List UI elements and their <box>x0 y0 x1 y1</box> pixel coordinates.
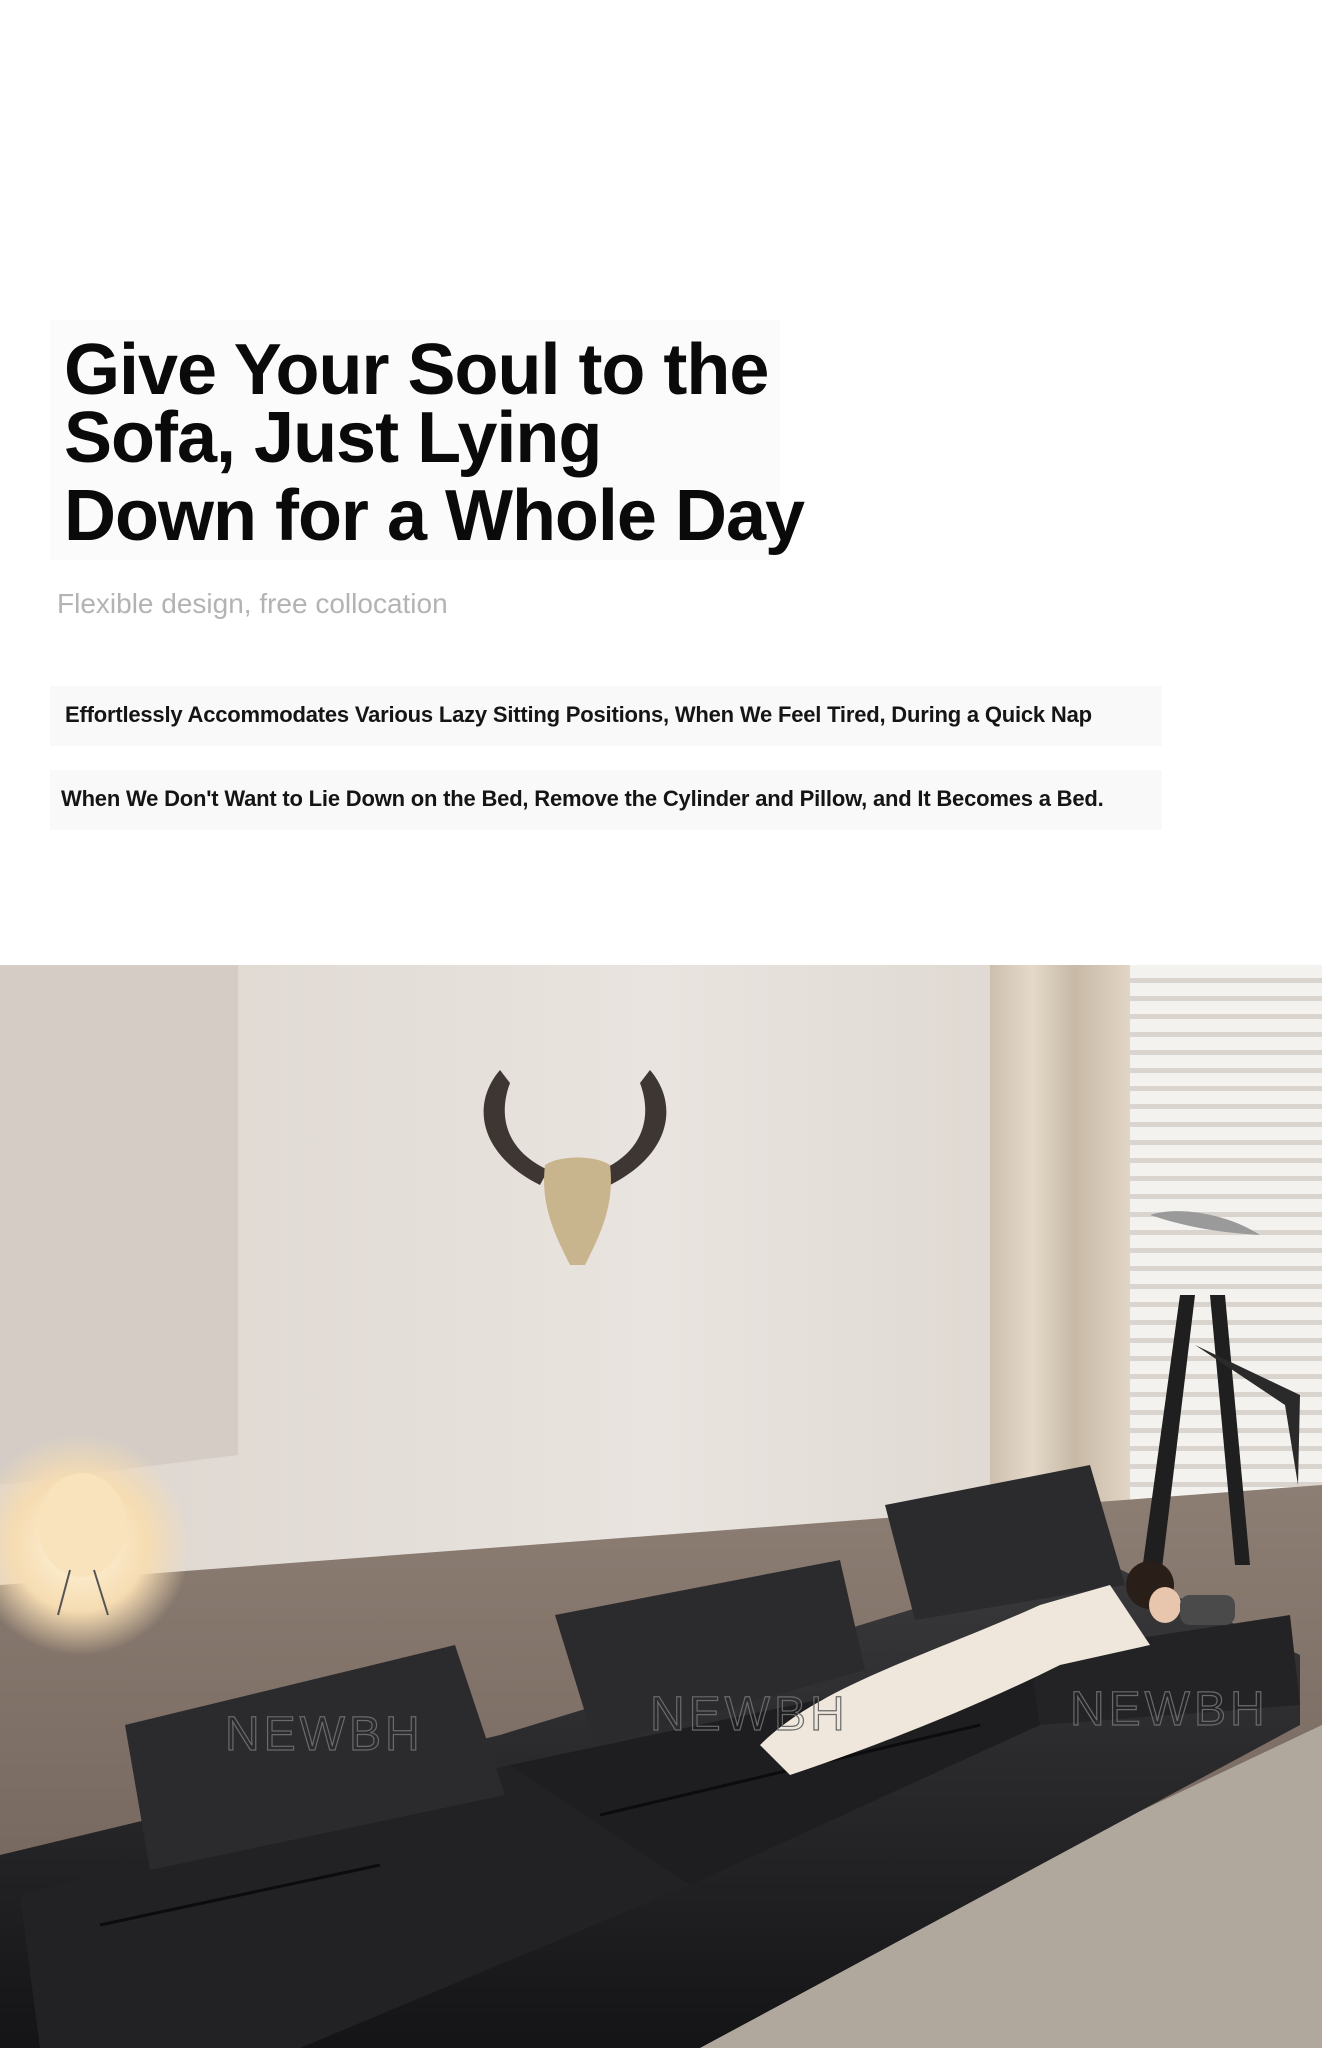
headline <box>64 330 824 556</box>
subtitle: Flexible design, free collocation <box>57 588 448 619</box>
watermark-2: NEWBH <box>650 1688 849 1741</box>
headline-line-2: Sofa, Just Lying <box>64 398 602 478</box>
headline-line-1: Give Your Soul to the <box>64 330 769 410</box>
watermark-1: NEWBH <box>225 1708 424 1761</box>
watermark-3: NEWBH <box>1070 1683 1269 1736</box>
wall-panel <box>0 965 238 1485</box>
headline-line-3: Down for a Whole Day <box>64 476 805 556</box>
paper-lamp <box>38 1473 126 1577</box>
description-line-1: Effortlessly Accommodates Various Lazy Sitting Positions, When We Feel Tired, During a Quick Nap <box>65 702 1092 727</box>
product-photo <box>0 965 1322 2048</box>
description-line-2: When We Don't Want to Lie Down on the Bed, Remove the Cylinder and Pillow, and It Becomes a Bed. <box>61 786 1104 811</box>
